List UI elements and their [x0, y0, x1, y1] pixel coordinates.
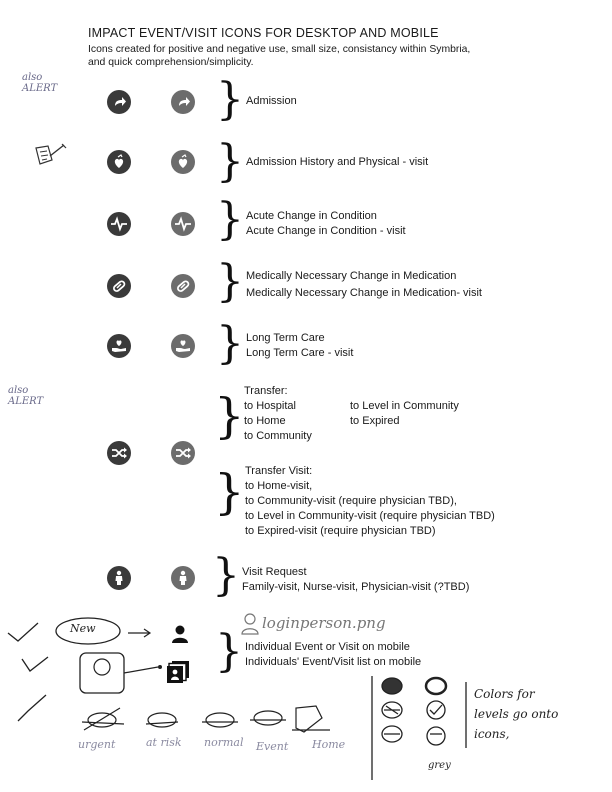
- transfer-visit-list: [245, 464, 495, 539]
- brace: }: [216, 194, 244, 245]
- label-individual-line-2: Individuals' Event/Visit list on mobile: [245, 656, 422, 668]
- margin-note-also-alert: also ALERT: [22, 72, 58, 94]
- login-person-icon: [171, 624, 189, 644]
- label-medication-line-1: Medically Necessary Change in Medication: [246, 270, 457, 282]
- hand-heart-icon: [107, 334, 131, 358]
- label-long-term-care: [246, 331, 353, 361]
- brace: }: [214, 388, 245, 444]
- level-label: normal: [204, 736, 244, 749]
- person-icon-positive: [171, 566, 195, 590]
- label-medication: [246, 268, 482, 302]
- transfer-visit-item: to Level in Community-visit (require physician TBD): [245, 510, 495, 522]
- contact-list-icon: [166, 660, 190, 684]
- label-individual: [245, 640, 421, 670]
- person-outline-sketch-icon: [240, 612, 260, 638]
- brace: }: [215, 626, 243, 677]
- legend-divider: [462, 680, 470, 750]
- pill-icon: [107, 274, 131, 298]
- transfer-item: to Hospital: [244, 400, 296, 412]
- transfer-visit-item: to Expired-visit (require physician TBD): [245, 525, 436, 537]
- clipboard-sketch-icon: [30, 142, 70, 170]
- heartbeat-icon: [107, 212, 131, 236]
- heartbeat-icon-positive: [171, 212, 195, 236]
- label-ltc-line-1: Long Term Care: [246, 332, 325, 344]
- level-label: urgent: [78, 738, 116, 751]
- colors-note: Colors for levels go onto icons,: [474, 687, 559, 741]
- brace: }: [216, 318, 244, 369]
- shuffle-icon: [107, 441, 131, 465]
- subtitle-line-1: Icons created for positive and negative use, small size, consistancy within Symbria,: [88, 44, 471, 55]
- label-medication-line-2: Medically Necessary Change in Medication- visit: [246, 287, 482, 299]
- legend-label-grey: grey: [428, 760, 451, 771]
- level-label: Home: [312, 738, 346, 751]
- subtitle-line-2: and quick comprehension/simplicity.: [88, 57, 254, 68]
- handwritten-new: New: [70, 622, 96, 635]
- brace: }: [216, 74, 244, 125]
- arrow-forward-icon: [107, 90, 131, 114]
- color-legend-sketch: [368, 672, 468, 784]
- transfer-item: to Level in Community: [350, 400, 459, 412]
- label-visit-request-line-2: Family-visit, Nurse-visit, Physician-visit (?TBD): [242, 581, 470, 593]
- pill-icon-positive: [171, 274, 195, 298]
- label-transfer-heading: Transfer:: [244, 385, 288, 397]
- margin-note-also-alert-2: also ALERT: [8, 385, 44, 407]
- label-acute-change: [246, 209, 406, 239]
- level-label: Event: [256, 740, 289, 753]
- page-subtitle: [88, 43, 508, 69]
- label-acute-change-line-2: Acute Change in Condition - visit: [246, 225, 406, 237]
- transfer-item: to Home: [244, 415, 286, 427]
- shuffle-icon-positive: [171, 441, 195, 465]
- admission-hp-icon-positive: [171, 150, 195, 174]
- level-label: at risk: [146, 736, 182, 749]
- brace: }: [216, 136, 244, 187]
- brace: }: [212, 550, 240, 601]
- label-admission-hp: Admission History and Physical - visit: [246, 156, 429, 168]
- transfer-right-list: [350, 399, 459, 429]
- person-icon: [107, 566, 131, 590]
- brace: }: [216, 256, 244, 307]
- page-title: IMPACT EVENT/VISIT ICONS FOR DESKTOP AND MOBILE: [88, 26, 439, 40]
- label-ltc-line-2: Long Term Care - visit: [246, 347, 354, 359]
- label-visit-request-line-1: Visit Request: [242, 566, 307, 578]
- brace: }: [214, 464, 245, 520]
- admission-hp-icon: [107, 150, 131, 174]
- arrow-forward-icon-positive: [171, 90, 195, 114]
- transfer-visit-item: to Home-visit,: [245, 480, 313, 492]
- label-acute-change-line-1: Acute Change in Condition: [246, 210, 377, 222]
- transfer-left-list: [244, 399, 312, 444]
- label-individual-line-1: Individual Event or Visit on mobile: [245, 641, 410, 653]
- label-visit-request: [242, 565, 469, 595]
- handwritten-filename: loginperson.png: [262, 614, 386, 632]
- transfer-visit-item: to Community-visit (require physician TBD),: [245, 495, 457, 507]
- transfer-item: to Expired: [350, 415, 400, 427]
- label-admission: Admission: [246, 95, 297, 107]
- transfer-visit-heading: Transfer Visit:: [245, 465, 313, 477]
- transfer-item: to Community: [244, 430, 312, 442]
- hand-heart-icon-positive: [171, 334, 195, 358]
